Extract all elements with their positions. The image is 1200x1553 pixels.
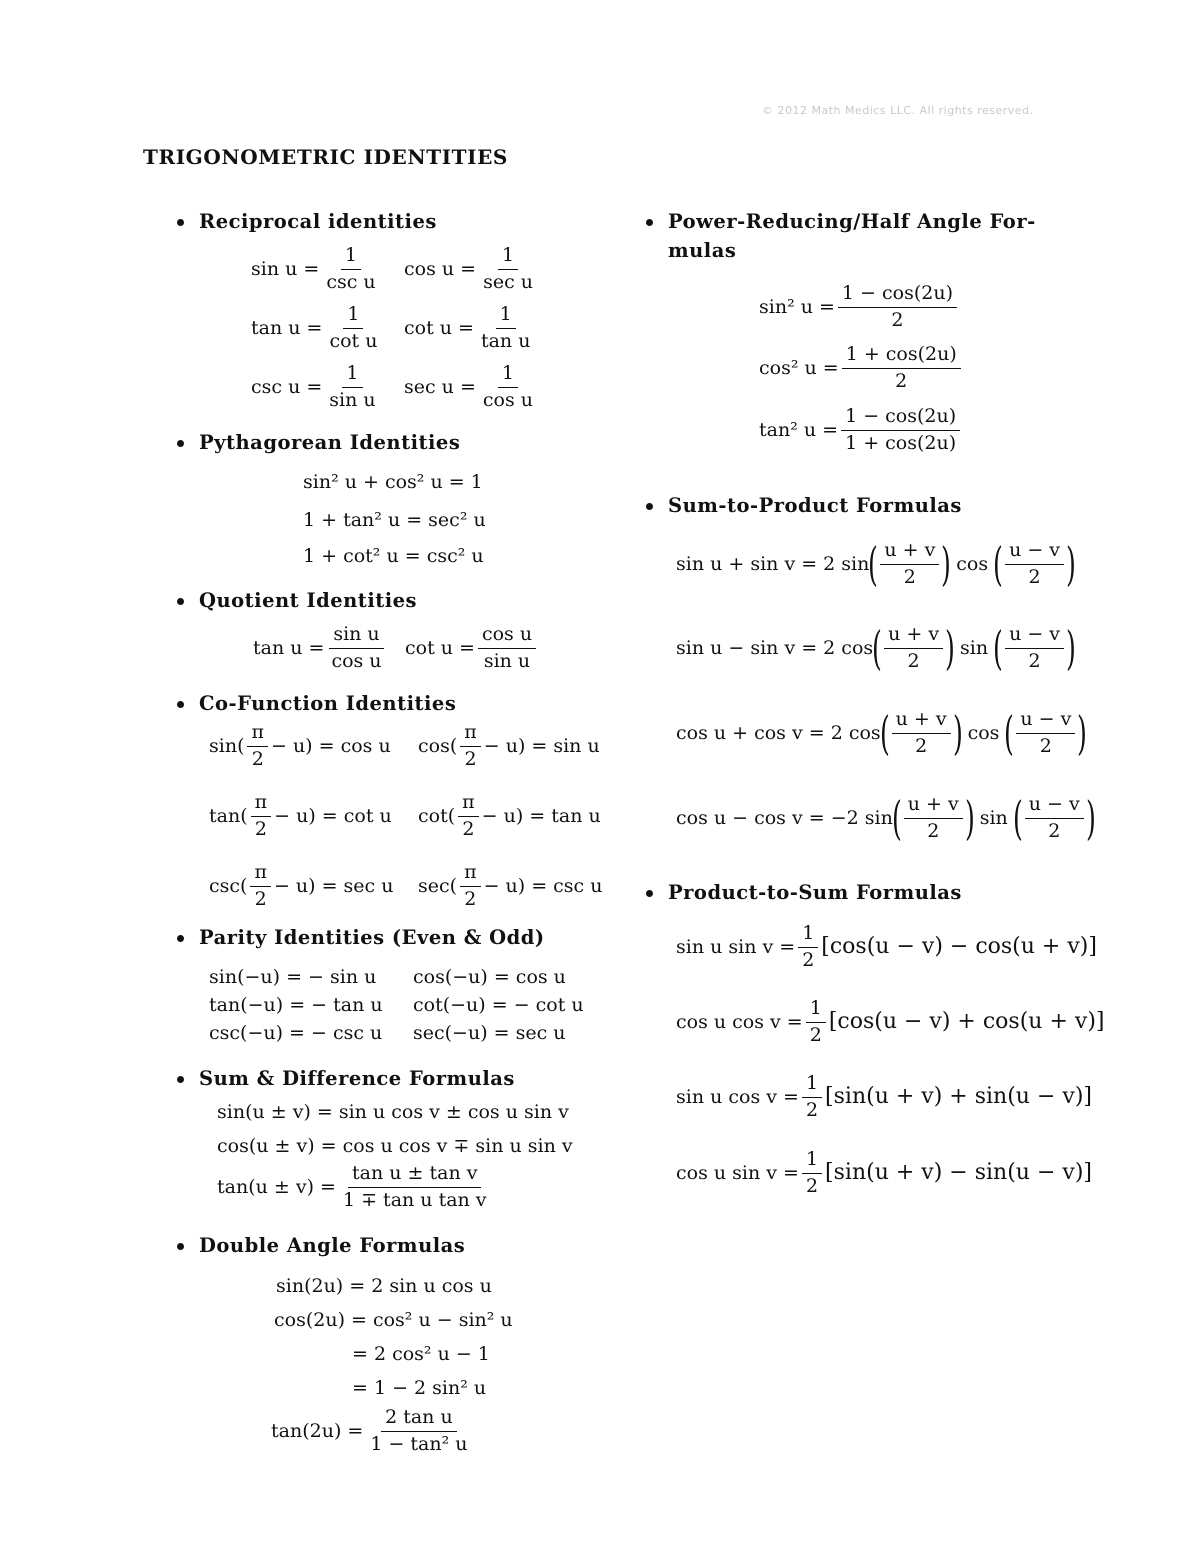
- double-eq-1: sin(2u) = 2 sin u cos u: [276, 1275, 492, 1297]
- power-eq-1: sin² u = $\frac{1 - \cos(2u)}{2}$: [759, 283, 960, 332]
- bullet-icon: [646, 503, 653, 510]
- copyright-notice: © 2012 Math Medics LLC. All rights reserved.: [762, 104, 1034, 117]
- sumdiff-eq-3: tan(u ± v) = $\frac{\text{tan u ± tan v}}{\text{1 ∓ tan u tan v}}$: [217, 1162, 487, 1211]
- reciprocal-heading: Reciprocal identities: [199, 210, 437, 233]
- double-eq-5: tan(2u) = $\frac{\text{2 tan u}}{\text{1 − tan² u}}$: [271, 1406, 468, 1455]
- cofunction-eq-3: tan( π 2 − u) = cot u: [209, 791, 392, 840]
- cofunction-eq-5: csc( π 2 − u) = sec u: [209, 861, 394, 910]
- sum-to-product-eq-1: sin u + sin v = 2 sin ( u + v 2 ) cos ( u − v 2 ): [676, 537, 1076, 592]
- sumdiff-eq-1: sin(u ± v) = sin u cos v ± cos u sin v: [217, 1101, 569, 1123]
- quotient-heading: Quotient Identities: [199, 589, 418, 612]
- power-heading-line-2: mulas: [668, 239, 737, 262]
- pythagorean-eq-2: 1 + tan² u = sec² u: [303, 509, 486, 531]
- product-to-sum-eq-4: cos u sin v = $\frac{1}{2}$ [sin(u + v) − sin(u − v)]: [676, 1148, 1092, 1197]
- reciprocal-eq-6: sec u = $\frac{1}{\text{cos u}}$: [404, 362, 533, 411]
- bullet-icon: [646, 890, 653, 897]
- cofunction-eq-4: cot( π 2 − u) = tan u: [418, 791, 601, 840]
- product-to-sum-heading: Product-to-Sum Formulas: [668, 881, 962, 904]
- parity-eq-5: csc(−u) = − csc u: [209, 1022, 383, 1044]
- power-eq-3: tan² u = $\frac{1 - \cos(2u)}{1 + \cos(2u)}$: [759, 406, 963, 455]
- product-to-sum-eq-1: sin u sin v = $\frac{1}{2}$ [cos(u − v) − cos(u + v)]: [676, 922, 1097, 971]
- bullet-icon: [646, 219, 653, 226]
- bullet-icon: [177, 1076, 184, 1083]
- cofunction-eq-6: sec( π 2 − u) = csc u: [418, 861, 603, 910]
- reciprocal-eq-5: csc u = $\frac{1}{\text{sin u}}$: [251, 362, 376, 411]
- pythagorean-eq-1: sin² u + cos² u = 1: [303, 471, 483, 493]
- cofunction-eq-2: cos( π 2 − u) = sin u: [418, 721, 600, 770]
- sum-to-product-heading: Sum-to-Product Formulas: [668, 494, 962, 517]
- bullet-icon: [177, 935, 184, 942]
- product-to-sum-eq-3: sin u cos v = $\frac{1}{2}$ [sin(u + v) + sin(u − v)]: [676, 1072, 1092, 1121]
- reciprocal-eq-4: cot u = $\frac{1}{\text{tan u}}$: [404, 303, 531, 352]
- double-eq-4: = 1 − 2 sin² u: [352, 1377, 487, 1399]
- reciprocal-eq-1: sin u = 1 csc u: [251, 244, 376, 293]
- parity-eq-3: tan(−u) = − tan u: [209, 994, 383, 1016]
- sumdiff-eq-2: cos(u ± v) = cos u cos v ∓ sin u sin v: [217, 1135, 573, 1157]
- quotient-eq-2: cot u = $\frac{\text{cos u}}{\text{sin u}}$: [405, 624, 539, 673]
- quotient-eq-1: tan u = $\frac{\text{sin u}}{\text{cos u}}$: [253, 624, 389, 673]
- double-eq-3: = 2 cos² u − 1: [352, 1343, 490, 1365]
- sum-to-product-eq-4: cos u − cos v = −2 sin ( u + v 2 ) sin ( u − v 2 ): [676, 791, 1096, 846]
- cofunction-eq-1: sin( π 2 − u) = cos u: [209, 721, 391, 770]
- page-title: TRIGONOMETRIC IDENTITIES: [143, 145, 508, 169]
- double-eq-2: cos(2u) = cos² u − sin² u: [274, 1309, 513, 1331]
- bullet-icon: [177, 219, 184, 226]
- reciprocal-eq-2: cos u = 1 sec u: [404, 244, 533, 293]
- pythagorean-heading: Pythagorean Identities: [199, 431, 461, 454]
- pythagorean-eq-3: 1 + cot² u = csc² u: [303, 545, 484, 567]
- sum-to-product-eq-3: cos u + cos v = 2 cos ( u + v 2 ) cos ( u − v 2 ): [676, 706, 1088, 761]
- bullet-icon: [177, 701, 184, 708]
- parity-eq-4: cot(−u) = − cot u: [413, 994, 584, 1016]
- product-to-sum-eq-2: cos u cos v = $\frac{1}{2}$ [cos(u − v) + cos(u + v)]: [676, 997, 1105, 1046]
- bullet-icon: [177, 1243, 184, 1250]
- parity-eq-1: sin(−u) = − sin u: [209, 966, 377, 988]
- power-heading-line-1: Power-Reducing/Half Angle For-: [668, 210, 1036, 233]
- parity-eq-6: sec(−u) = sec u: [413, 1022, 566, 1044]
- bullet-icon: [177, 440, 184, 447]
- bullet-icon: [177, 598, 184, 605]
- power-eq-2: cos² u = $\frac{1 + \cos(2u)}{2}$: [759, 344, 964, 393]
- sumdiff-heading: Sum & Difference Formulas: [199, 1067, 515, 1090]
- reciprocal-eq-3: tan u = $\frac{1}{\text{cot u}}$: [251, 303, 378, 352]
- parity-eq-2: cos(−u) = cos u: [413, 966, 566, 988]
- cofunction-heading: Co-Function Identities: [199, 692, 457, 715]
- sum-to-product-eq-2: sin u − sin v = 2 cos ( u + v 2 ) sin ( u − v 2 ): [676, 621, 1076, 676]
- parity-heading: Parity Identities (Even & Odd): [199, 926, 545, 949]
- double-heading: Double Angle Formulas: [199, 1234, 466, 1257]
